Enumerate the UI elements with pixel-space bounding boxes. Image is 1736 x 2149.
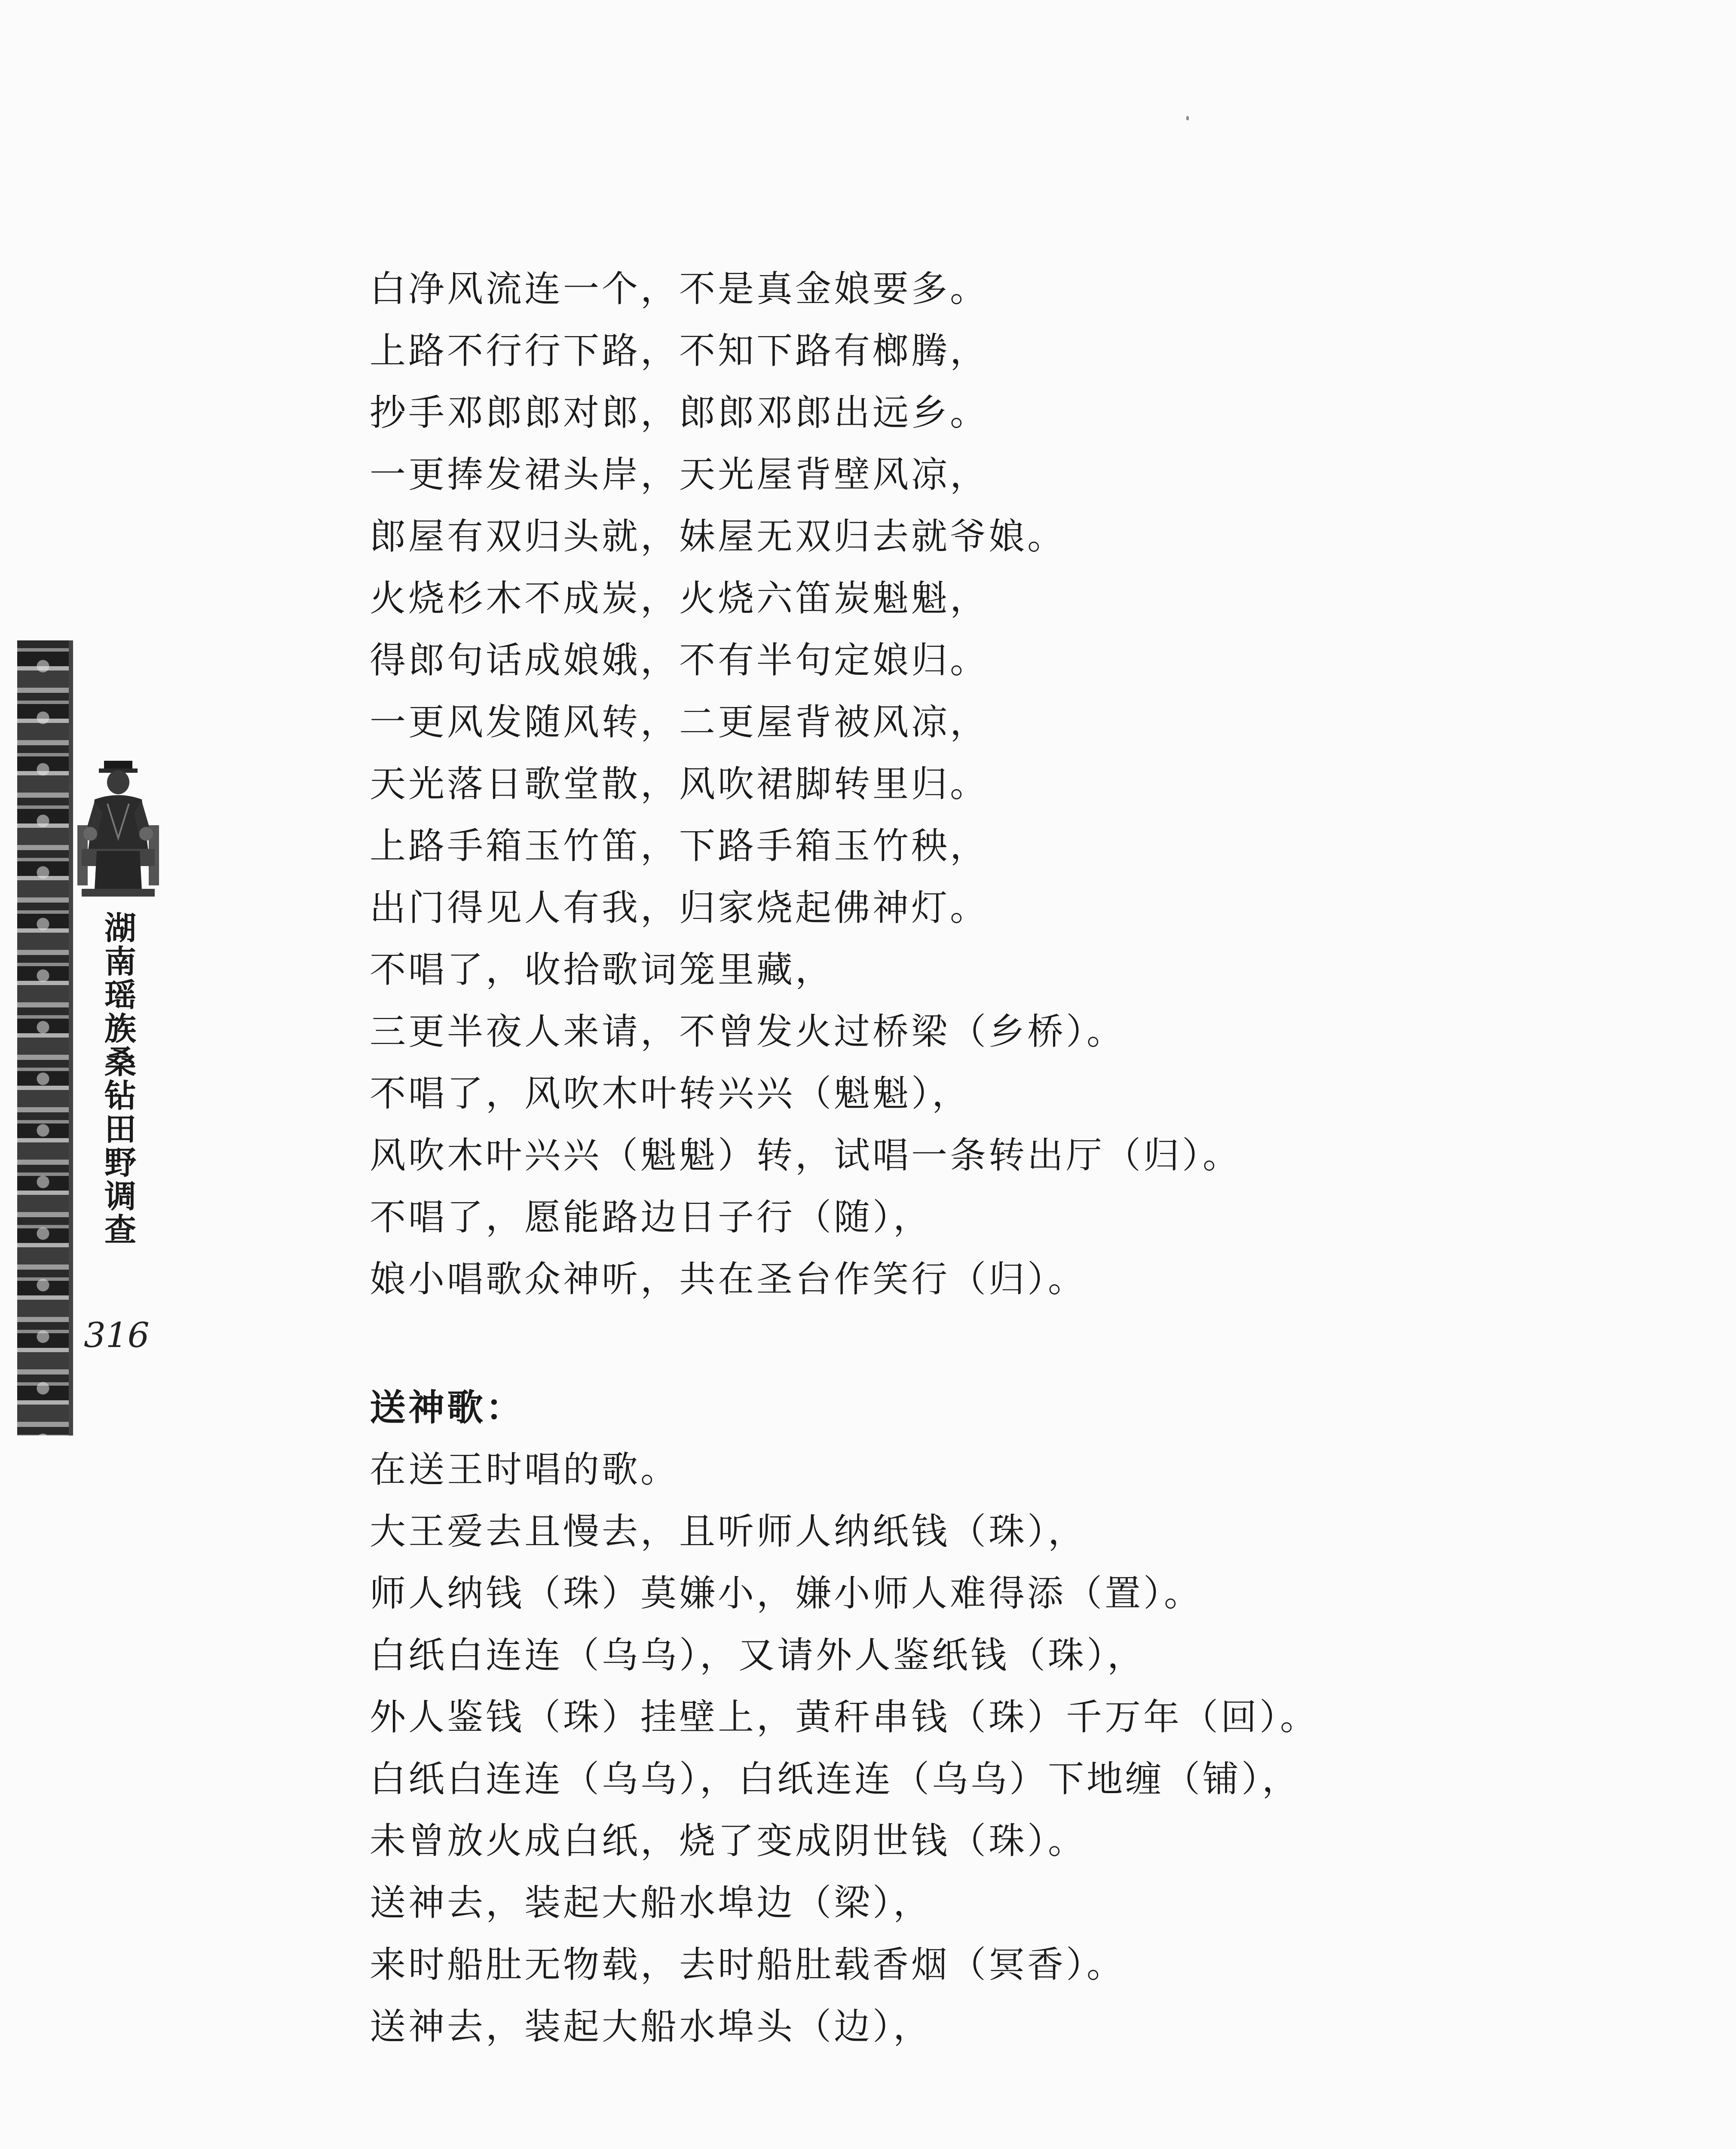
section-line: 白纸白连连（乌乌），又请外人鉴纸钱（珠）， (370, 1634, 1146, 1676)
section-line: 师人纳钱（珠）莫嫌小，嫌小师人难得添（置）。 (370, 1572, 1203, 1614)
section-line: 在送王时唱的歌。 (370, 1448, 680, 1491)
poem-line: 风吹木叶兴兴（魁魁）转，试唱一条转出厅（归）。 (370, 1134, 1242, 1176)
section-line: 送神去，装起大船水埠头（边）， (370, 2005, 932, 2048)
poem-line: 上路不行行下路，不知下路有榔腾， (370, 330, 989, 372)
poem-line: 白净风流连一个，不是真金娘要多。 (370, 268, 989, 310)
poem-line: 抄手邓郎郎对郎，郎郎邓郎出远乡。 (370, 392, 989, 434)
scan-speck (1186, 116, 1189, 120)
section-spacer (370, 1310, 1659, 1377)
page-number: 316 (84, 1315, 150, 1355)
section-line: 大王爱去且慢去，且听师人纳纸钱（珠）， (370, 1510, 1087, 1552)
poem-line: 火烧杉木不成炭，火烧六笛炭魁魁， (370, 577, 989, 619)
poem-line: 不唱了，收拾歌词笼里藏， (370, 949, 834, 991)
poem-line: 一更捧发裙头岸，天光屋背壁风凉， (370, 453, 989, 496)
section-line: 外人鉴钱（珠）挂壁上，黄秆串钱（珠）千万年（回）。 (370, 1696, 1319, 1738)
section-heading: 送神歌： (370, 1386, 525, 1429)
decorative-spine-pattern (17, 640, 69, 1436)
poem-line: 一更风发随风转，二更屋背被风凉， (370, 701, 989, 743)
section-line: 来时船肚无物载，去时船肚载香烟（冥香）。 (370, 1944, 1126, 1986)
section-line: 白纸白连连（乌乌），白纸连连（乌乌）下地缠（铺）， (370, 1758, 1301, 1800)
poem-line: 上路手箱玉竹笛，下路手箱玉竹秧， (370, 825, 989, 867)
seated-statue-icon (64, 752, 172, 903)
poem-line: 郎屋有双归头就，妹屋无双归去就爷娘。 (370, 515, 1066, 557)
poem-line: 得郎句话成娘娥，不有半句定娘归。 (370, 639, 989, 681)
poem-line: 不唱了，愿能路边日子行（随）， (370, 1196, 932, 1238)
poem-line: 不唱了，风吹木叶转兴兴（魁魁）， (370, 1072, 971, 1114)
poem-line: 天光落日歌堂散，风吹裙脚转里归。 (370, 763, 989, 805)
section-line: 送神去，装起大船水埠边（梁）， (370, 1882, 932, 1924)
book-title-vertical: 湖南瑶族桑钻田野调查 (99, 911, 136, 1246)
poem-line: 三更半夜人来请，不曾发火过桥梁（乡桥）。 (370, 1010, 1126, 1053)
section-line: 未曾放火成白纸，烧了变成阴世钱（珠）。 (370, 1820, 1087, 1862)
body-text (370, 258, 1659, 2057)
poem-line: 出门得见人有我，归家烧起佛神灯。 (370, 887, 989, 929)
poem-line: 娘小唱歌众神听，共在圣台作笑行（归）。 (370, 1258, 1087, 1300)
